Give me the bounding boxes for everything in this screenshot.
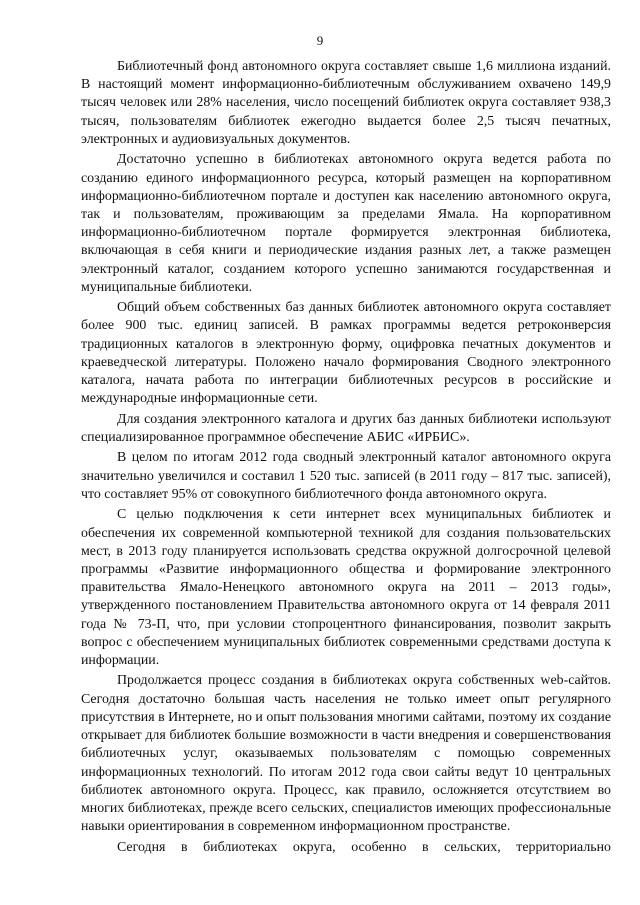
paragraph-unified-resource: Достаточно успешно в библиотеках автономного округа ведется работа по созданию единого информационного ресурса, который размещен на корпоративном информационно-библиотечном портале и доступен как населению автономного округа, так и пользователям, проживающим за пределами Ямала. На корпоративном информационно-библиотечном портале формируется электронная библиотека, включающая в себя книги и периодические издания разных лет, а также размещен электронный каталог, созданием которого успешно занимаются государственная и муниципальные библиотеки. xyxy=(81,152,611,295)
document-body xyxy=(81,58,611,857)
paragraph-irbis: Для создания электронного каталога и других баз данных библиотеки используют специализированное программное обеспечение АБИС «ИРБИС». xyxy=(81,411,611,445)
paragraph-library-fund: Библиотечный фонд автономного округа составляет свыше 1,6 миллиона изданий. В настоящий момент информационно-библиотечным обслуживанием охвачено 149,9 тысяч человек или 28% населения, число посещений библиотек округа составляет 938,3 тысяч, пользователям библиотек ежегодно выдается более 2,5 тысяч печатных, электронных и аудиовизуальных документов. xyxy=(81,59,611,147)
paragraph-catalog-totals: В целом по итогам 2012 года сводный электронный каталог автономного округа значительно увеличился и составил 1 520 тыс. записей (в 2011 году – 817 тыс. записей), что составляет 95% от совокупного библиотечного фонда автономного округа. xyxy=(81,450,611,502)
paragraph-databases: Общий объем собственных баз данных библиотек автономного округа составляет более 900 тыс. единиц записей. В рамках программы ведется ретроконверсия традиционных каталогов в электронную форму, оцифровка печатных документов и краеведческой литературы. Положено начало формирования Сводного электронного каталога, начата работа по интеграции библиотечных ресурсов в российские и международные информационные сети. xyxy=(81,300,611,407)
paragraph-rural-libraries: Сегодня в библиотеках округа, особенно в сельских, территориально xyxy=(117,839,611,855)
page-number: 9 xyxy=(316,33,324,48)
paragraph-websites: Продолжается процесс создания в библиотеках округа собственных web-сайтов. Сегодня достаточно большая часть населения не только имеет опыт регулярного присутствия в Интернете, но и опыт пользования многими сайтами, поэтому их создание открывает для библиотек большие возможности в части внедрения и совершенствования библиотечных услуг, оказываемых пользователям с помощью современных информационных технологий. По итогам 2012 года свои сайты ведут 10 центральных библиотек автономного округа. Процесс, как правило, осложняется отсутствием во многих библиотеках, прежде всего сельских, специалистов имеющих профессиональные навыки ориентирования в современном информационном пространстве. xyxy=(81,673,611,835)
paragraph-internet-connection: С целью подключения к сети интернет всех муниципальных библиотек и обеспечения их современной компьютерной техникой для создания пользовательских мест, в 2013 году планируется использовать средства окружной долгосрочной целевой программы «Развитие информационного общества и формирование электронного правительства Ямало-Ненецкого автономного округа на 2011 – 2013 годы», утвержденного постановлением Правительства автономного округа от 14 февраля 2011 года № 73-П, что, при условии стопроцентного финансирования, позволит закрыть вопрос с обеспечением муниципальных библиотек современными средствами доступа к информации. xyxy=(81,507,611,668)
